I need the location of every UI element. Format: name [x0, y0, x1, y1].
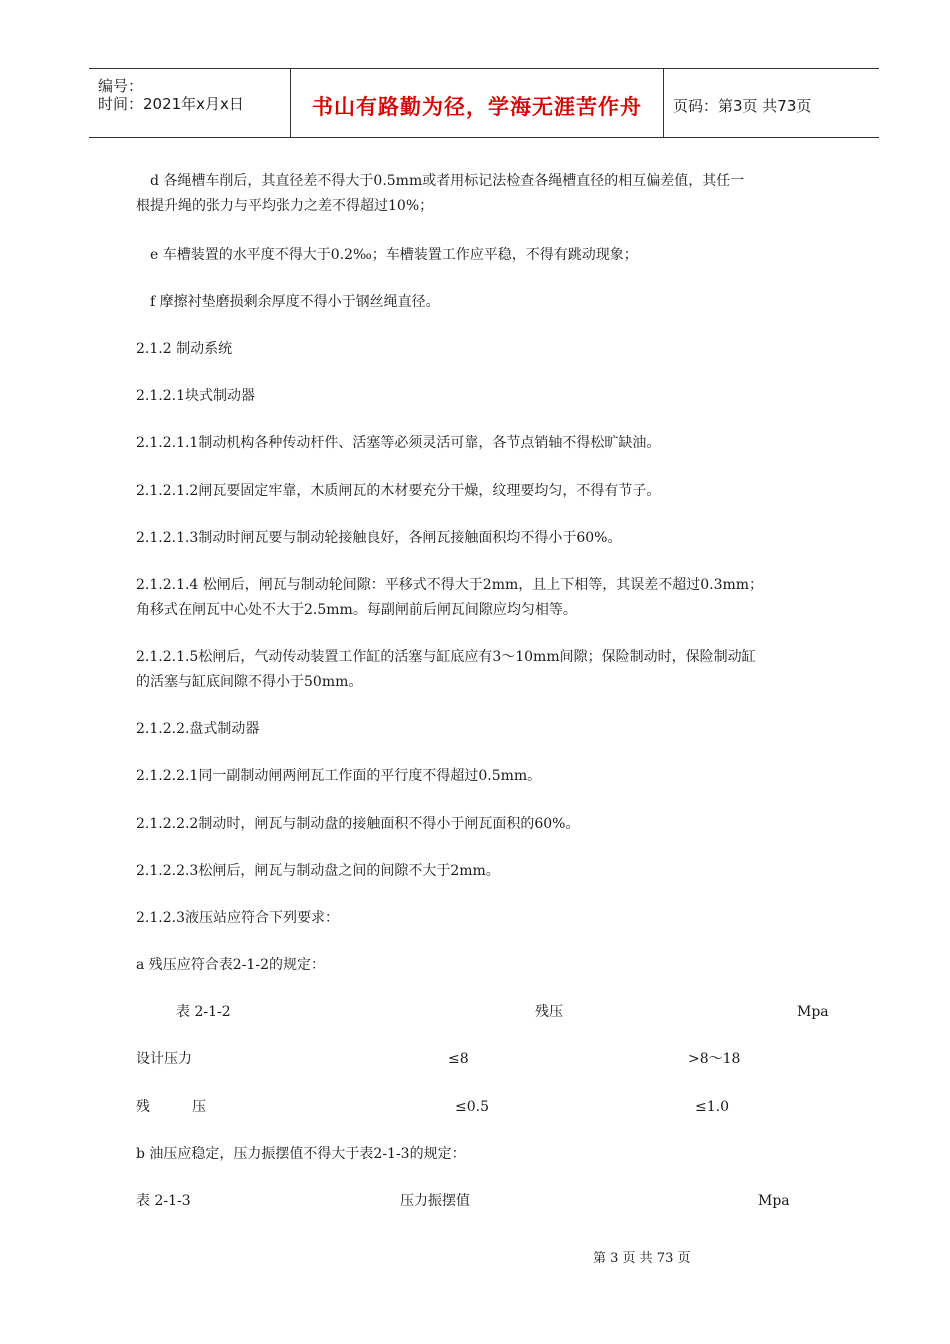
clause-2-1-2-1-4-line2: 角移式在闸瓦中心处不大于2.5mm。每副闸前后闸瓦间隙应均匀相等。 — [136, 602, 577, 618]
clause-2-1-2-1-3: 2.1.2.1.3制动时闸瓦要与制动轮接触良好，各闸瓦接触面积均不得小于60%。 — [136, 530, 622, 546]
table-cell: ≤0.5 — [455, 1099, 489, 1115]
header-page-info: 页码：第3页 共73页 — [673, 97, 812, 115]
clause-2-1-2-1-2: 2.1.2.1.2闸瓦要固定牢靠，木质闸瓦的木材要充分干燥，纹理要均匀，不得有节子。 — [136, 483, 661, 499]
document-number-label: 编号： — [98, 77, 144, 95]
header-motto-cell — [290, 69, 664, 137]
clause-2-1-2-1-5-line2: 的活塞与缸底间隙不得小于50mm。 — [136, 674, 363, 690]
table-cell: ≤1.0 — [695, 1099, 729, 1115]
header-meta — [89, 69, 290, 137]
header-page-cell — [663, 69, 879, 137]
section-2-1-2-2: 2.1.2.2.盘式制动器 — [136, 721, 260, 737]
item-f: f 摩擦衬垫磨损剩余厚度不得小于钢丝绳直径。 — [150, 294, 440, 310]
table-2-1-2-title: 残压 — [535, 1004, 563, 1020]
section-2-1-2: 2.1.2 制动系统 — [136, 341, 233, 357]
table-cell: ≤8 — [448, 1051, 469, 1067]
table-2-1-3-title: 压力振摆值 — [400, 1193, 470, 1209]
clause-2-1-2-2-1: 2.1.2.2.1同一副制动闸两闸瓦工作面的平行度不得超过0.5mm。 — [136, 768, 542, 784]
page-footer: 第 3 页 共 73 页 — [593, 1251, 691, 1266]
clause-2-1-2-1-5-line1: 2.1.2.1.5松闸后，气动传动装置工作缸的活塞与缸底应有3～10mm间隙；保险制动时，保险制动缸 — [136, 649, 756, 665]
table-2-1-2-unit: Mpa — [797, 1004, 829, 1020]
item-d-line1: d 各绳槽车削后，其直径差不得大于0.5mm或者用标记法检查各绳槽直径的相互偏差值，其任一 — [150, 173, 745, 189]
item-d-line2: 根提升绳的张力与平均张力之差不得超过10%； — [136, 198, 434, 214]
table-cell: 残 — [136, 1099, 150, 1115]
section-2-1-2-1: 2.1.2.1块式制动器 — [136, 388, 255, 404]
table-cell: >8～18 — [688, 1051, 741, 1067]
clause-2-1-2-1-4-line1: 2.1.2.1.4 松闸后，闸瓦与制动轮间隙：平移式不得大于2mm，且上下相等，其误差不超过0.3mm； — [136, 577, 764, 593]
clause-2-1-2-1-1: 2.1.2.1.1制动机构各种传动杆件、活塞等必须灵活可靠，各节点销轴不得松旷缺油。 — [136, 435, 661, 451]
table-2-1-3-unit: Mpa — [758, 1193, 790, 1209]
table-cell: 压 — [192, 1099, 206, 1115]
table-2-1-3-label: 表 2-1-3 — [136, 1193, 191, 1209]
table-cell: 设计压力 — [136, 1051, 192, 1067]
item-e: e 车槽装置的水平度不得大于0.2‰；车槽装置工作应平稳，不得有跳动现象； — [150, 247, 638, 263]
table-2-1-2-label: 表 2-1-2 — [176, 1004, 231, 1020]
section-2-1-2-3: 2.1.2.3液压站应符合下列要求： — [136, 910, 339, 926]
clause-2-1-2-2-2: 2.1.2.2.2制动时，闸瓦与制动盘的接触面积不得小于闸瓦面积的60%。 — [136, 816, 580, 832]
page-header — [89, 68, 879, 138]
item-a: a 残压应符合表2-1-2的规定： — [136, 957, 325, 973]
item-b: b 油压应稳定，压力振摆值不得大于表2-1-3的规定： — [136, 1146, 466, 1162]
clause-2-1-2-2-3: 2.1.2.2.3松闸后，闸瓦与制动盘之间的间隙不大于2mm。 — [136, 863, 500, 879]
document-time-label: 时间：2021年x月x日 — [98, 95, 244, 113]
header-motto: 书山有路勤为径，学海无涯苦作舟 — [312, 95, 642, 119]
